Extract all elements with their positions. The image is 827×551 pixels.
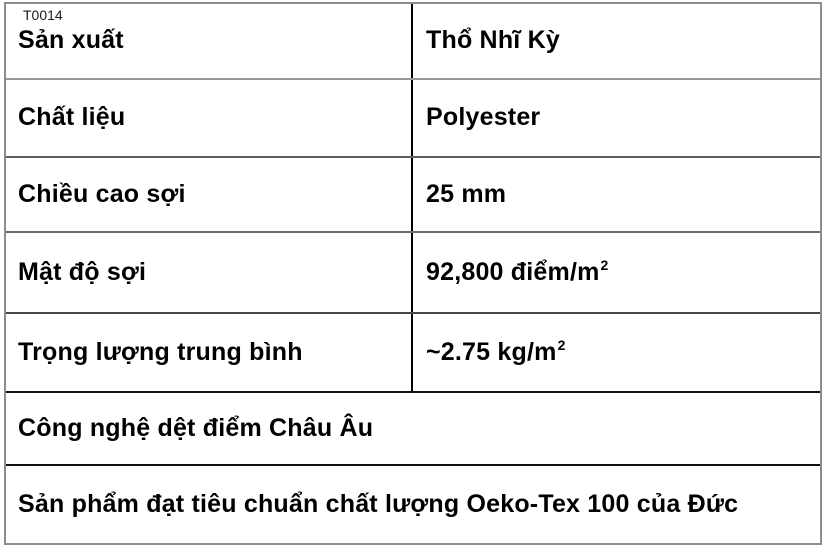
spec-label: Chiều cao sợi: [18, 179, 186, 208]
spec-fullwidth-cell-technology: [6, 393, 820, 464]
spec-value-cell-pile-height: [413, 158, 820, 231]
spec-value-cell-weight: [413, 314, 820, 391]
table-row: [6, 314, 820, 393]
spec-label: Mật độ sợi: [18, 257, 147, 286]
spec-value: ~2.75 $kg/m^2$: [426, 337, 566, 366]
spec-value-cell-density: [413, 233, 820, 312]
spec-label-cell-weight: [6, 314, 413, 391]
spec-label-cell-density: [6, 233, 413, 312]
spec-statement: Công nghệ dệt điểm Châu Âu: [18, 413, 374, 442]
spec-value: 92,800 điểm/$m^2$: [426, 257, 609, 286]
spec-label: Sản xuất: [18, 26, 124, 54]
superscript: 2: [557, 337, 566, 354]
spec-value-cell-origin: [413, 4, 820, 78]
table-row: [6, 233, 820, 314]
spec-fullwidth-cell-certification: [6, 466, 820, 543]
table-row: [6, 4, 820, 80]
spec-value: 25 mm: [426, 179, 507, 208]
spec-value: Thổ Nhĩ Kỳ: [426, 26, 560, 55]
spec-value-cell-material: [413, 80, 820, 156]
spec-label: Trọng lượng trung bình: [18, 337, 303, 366]
superscript: 2: [600, 257, 609, 274]
product-code: T0014: [23, 7, 63, 23]
table-row: [6, 158, 820, 233]
table-row: [6, 466, 820, 543]
table-row: [6, 393, 820, 466]
spec-label-cell-material: [6, 80, 413, 156]
spec-table: [4, 2, 822, 545]
table-row: [6, 80, 820, 158]
spec-label-cell-pile-height: [6, 158, 413, 231]
spec-statement: Sản phẩm đạt tiêu chuẩn chất lượng Oeko-Tex 100 của Đức: [18, 489, 739, 518]
spec-value: Polyester: [426, 103, 541, 132]
spec-label: Chất liệu: [18, 103, 126, 132]
spec-label-cell-origin: [6, 4, 413, 78]
